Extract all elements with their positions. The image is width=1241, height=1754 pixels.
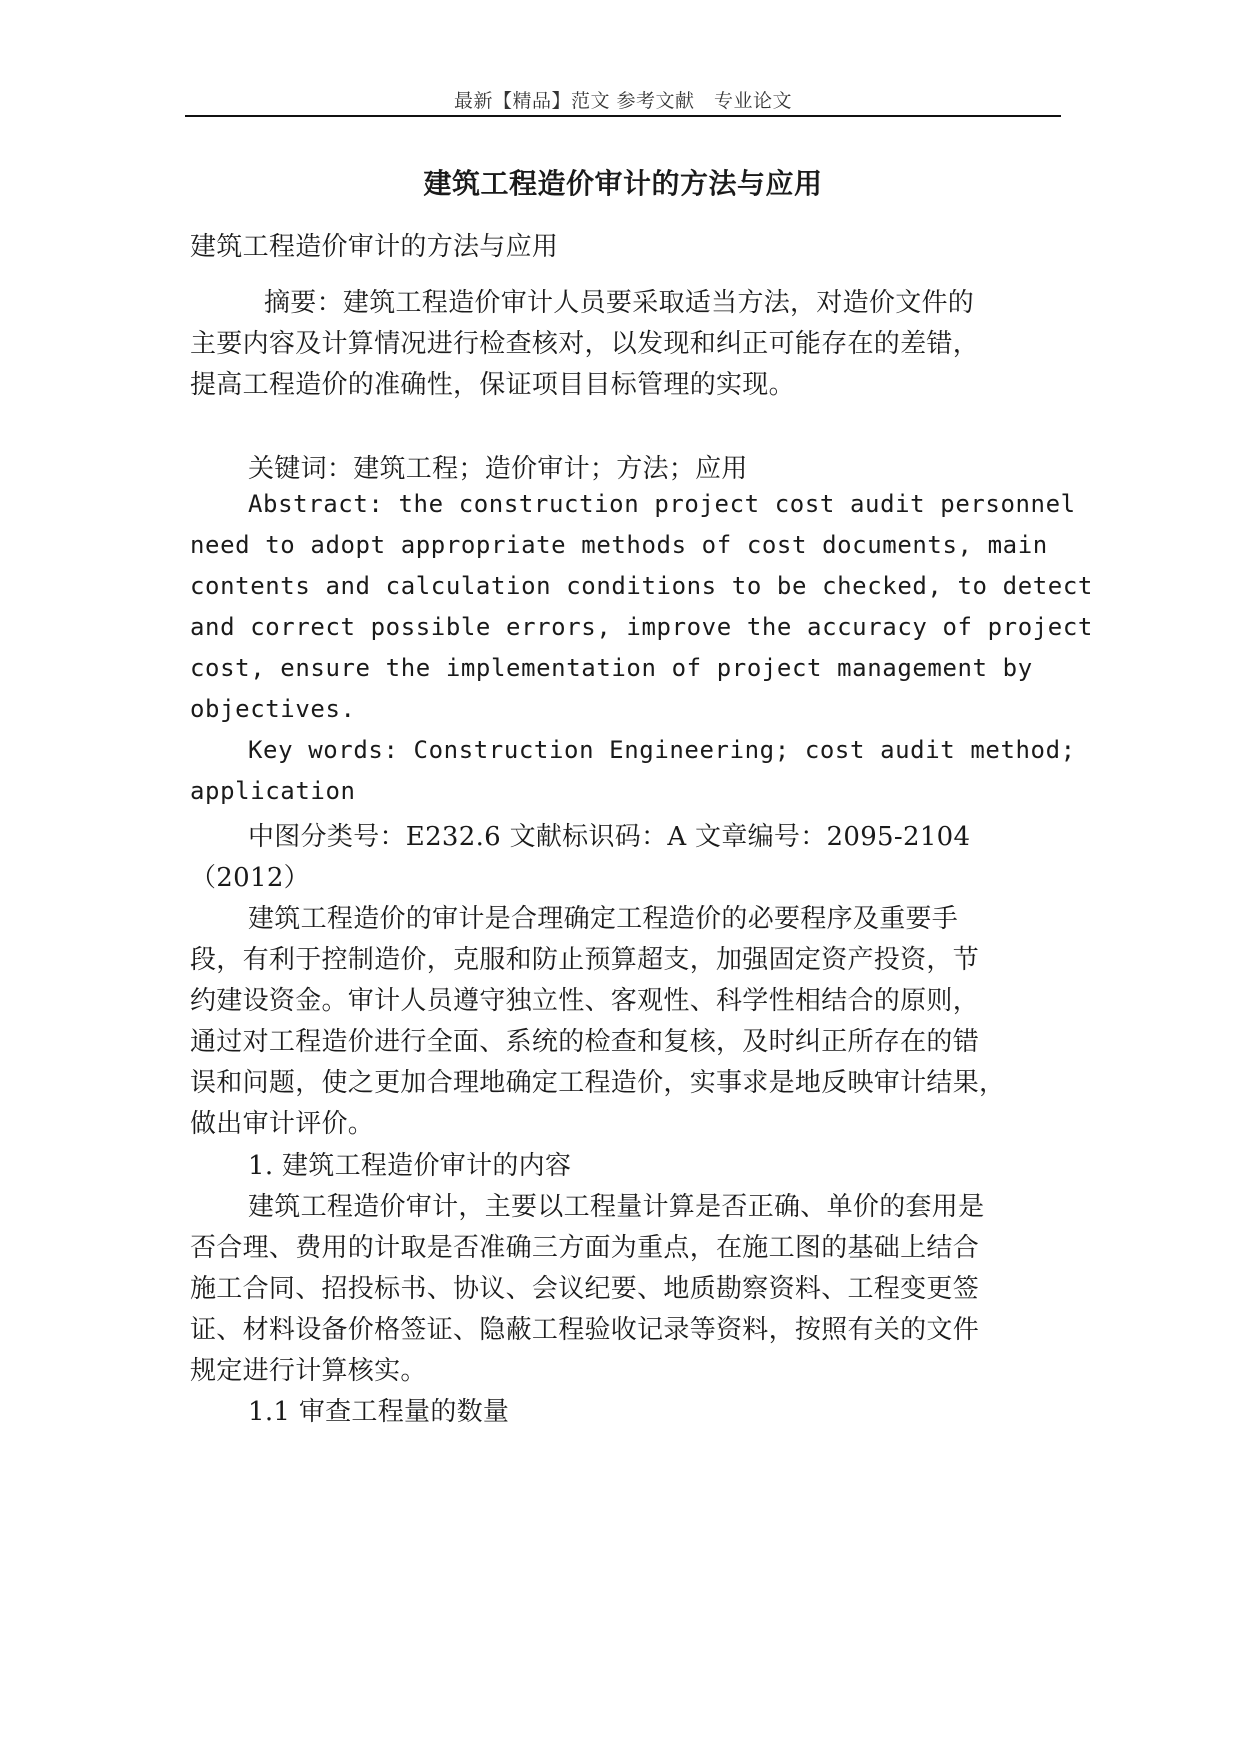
body-paragraph-line: 施工合同、招投标书、协议、会议纪要、地质勘察资料、工程变更签 xyxy=(190,1274,980,1304)
keywords-en-line: application xyxy=(190,777,356,805)
classification-line: 中图分类号：E232.6 文献标识码：A 文章编号：2095-2104 xyxy=(248,822,971,852)
body-paragraph-line: 证、材料设备价格签证、隐蔽工程验收记录等资料，按照有关的文件 xyxy=(190,1315,980,1345)
body-paragraph-line: 否合理、费用的计取是否准确三方面为重点，在施工图的基础上结合 xyxy=(190,1233,980,1263)
abstract-en-line: objectives. xyxy=(190,695,356,723)
subtitle-line: 建筑工程造价审计的方法与应用 xyxy=(190,232,559,262)
body-paragraph-line: 建筑工程造价的审计是合理确定工程造价的必要程序及重要手 xyxy=(248,904,959,934)
abstract-cn-line: 提高工程造价的准确性，保证项目目标管理的实现。 xyxy=(190,370,795,400)
body-paragraph-line: 规定进行计算核实。 xyxy=(190,1356,427,1386)
page-header: 最新【精品】范文 参考文献 专业论文 xyxy=(453,90,793,112)
body-paragraph-line: 约建设资金。审计人员遵守独立性、客观性、科学性相结合的原则， xyxy=(190,986,980,1016)
body-paragraph-line: 通过对工程造价进行全面、系统的检查和复核，及时纠正所存在的错 xyxy=(190,1027,980,1057)
keywords-cn-line: 关键词：建筑工程；造价审计；方法；应用 xyxy=(248,454,748,484)
abstract-cn-line: 主要内容及计算情况进行检查核对，以发现和纠正可能存在的差错， xyxy=(190,329,980,359)
abstract-en-line: and correct possible errors, improve the accuracy of project xyxy=(190,613,1093,641)
abstract-en-line: contents and calculation conditions to be checked, to detect xyxy=(190,572,1093,600)
body-paragraph-line: 建筑工程造价审计，主要以工程量计算是否正确、单价的套用是 xyxy=(248,1192,985,1222)
classification-line: （2012） xyxy=(190,863,310,893)
body-paragraph-line: 段，有利于控制造价，克服和防止预算超支，加强固定资产投资，节 xyxy=(190,945,980,975)
body-paragraph-line: 误和问题，使之更加合理地确定工程造价，实事求是地反映审计结果， xyxy=(190,1068,1006,1098)
abstract-en-line: cost, ensure the implementation of project management by xyxy=(190,654,1033,682)
header-divider xyxy=(185,115,1061,117)
abstract-en-line: Abstract: the construction project cost audit personnel xyxy=(248,490,1076,518)
body-paragraph-line: 做出审计评价。 xyxy=(190,1109,375,1139)
keywords-en-line: Key words: Construction Engineering; cost audit method; xyxy=(248,736,1076,764)
section-heading: 1. 建筑工程造价审计的内容 xyxy=(248,1151,572,1181)
abstract-cn-line: 摘要：建筑工程造价审计人员要采取适当方法，对造价文件的 xyxy=(264,288,975,318)
document-title: 建筑工程造价审计的方法与应用 xyxy=(423,167,823,200)
subsection-heading: 1.1 审查工程量的数量 xyxy=(248,1397,510,1427)
abstract-en-line: need to adopt appropriate methods of cost documents, main xyxy=(190,531,1048,559)
